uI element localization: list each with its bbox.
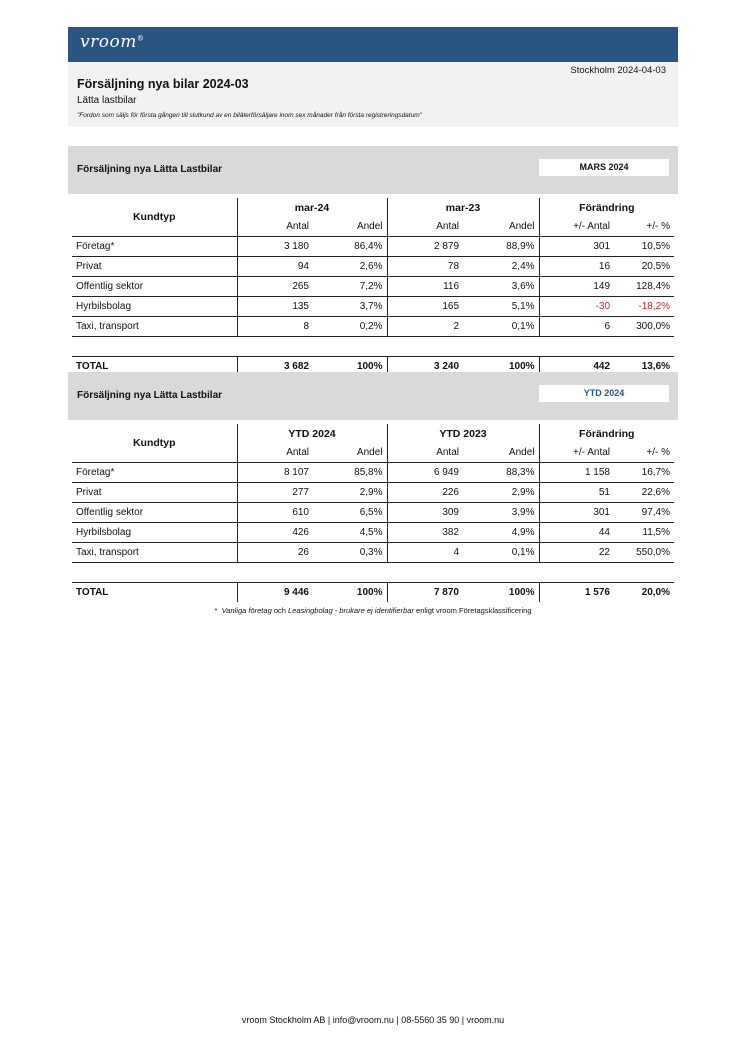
- kundtyp-cell: Offentlig sektor: [72, 277, 237, 297]
- period-label: MARS 2024: [539, 159, 669, 176]
- sub-andel: Andel: [463, 443, 539, 463]
- sub-antal: Antal: [387, 217, 463, 237]
- change-antal-cell: 149: [539, 277, 614, 297]
- change-pct-cell: 300,0%: [614, 317, 674, 337]
- previous-andel-cell: 4,9%: [463, 523, 539, 543]
- previous-antal-cell: 116: [387, 277, 463, 297]
- sub-change-pct: +/- %: [614, 443, 674, 463]
- change-pct-cell: 22,6%: [614, 483, 674, 503]
- sales-table-ytd: [72, 424, 674, 602]
- group-change-header: Förändring: [539, 198, 674, 217]
- current-antal-cell: 277: [237, 483, 313, 503]
- section-title: Försäljning nya Lätta Lastbilar: [77, 390, 223, 401]
- previous-antal-cell: 2: [387, 317, 463, 337]
- current-antal-cell: 610: [237, 503, 313, 523]
- current-andel-cell: 85,8%: [313, 463, 387, 483]
- kundtyp-cell: Taxi, transport: [72, 317, 237, 337]
- change-pct-cell: 16,7%: [614, 463, 674, 483]
- current-antal-cell: 94: [237, 257, 313, 277]
- sub-antal: Antal: [237, 217, 313, 237]
- change-antal-cell: 51: [539, 483, 614, 503]
- change-antal-cell: 22: [539, 543, 614, 563]
- current-andel-cell: 3,7%: [313, 297, 387, 317]
- kundtyp-cell: Taxi, transport: [72, 543, 237, 563]
- report-subtitle: Lätta lastbilar: [77, 95, 137, 106]
- current-antal-cell: 135: [237, 297, 313, 317]
- current-andel-cell: 6,5%: [313, 503, 387, 523]
- previous-antal-cell: 4: [387, 543, 463, 563]
- previous-andel-cell: 0,1%: [463, 543, 539, 563]
- report-header: [68, 62, 678, 127]
- change-pct-cell: 97,4%: [614, 503, 674, 523]
- group-current-header: YTD 2024: [237, 424, 387, 443]
- change-antal-cell: 301: [539, 237, 614, 257]
- table-row: [72, 257, 674, 277]
- total-current-antal: 9 446: [237, 583, 313, 603]
- previous-andel-cell: 3,6%: [463, 277, 539, 297]
- previous-andel-cell: 2,9%: [463, 483, 539, 503]
- group-previous-header: mar-23: [387, 198, 539, 217]
- previous-andel-cell: 88,9%: [463, 237, 539, 257]
- previous-antal-cell: 226: [387, 483, 463, 503]
- table-row: [72, 317, 674, 337]
- total-label: TOTAL: [72, 357, 237, 377]
- total-row: [72, 583, 674, 603]
- change-pct-cell: 10,5%: [614, 237, 674, 257]
- total-current-andel: 100%: [313, 357, 387, 377]
- sales-table-month: [72, 198, 674, 376]
- vroom-logo: vroom®: [80, 32, 145, 52]
- section-header-month: [68, 146, 678, 194]
- current-andel-cell: 4,5%: [313, 523, 387, 543]
- previous-andel-cell: 3,9%: [463, 503, 539, 523]
- total-label: TOTAL: [72, 583, 237, 603]
- page-footer: vroom Stockholm AB | info@vroom.nu | 08-5560 35 90 | vroom.nu: [241, 1015, 505, 1025]
- table-row: [72, 297, 674, 317]
- sub-change-antal: +/- Antal: [539, 217, 614, 237]
- current-andel-cell: 2,6%: [313, 257, 387, 277]
- previous-andel-cell: 2,4%: [463, 257, 539, 277]
- location-date: Stockholm 2024-04-03: [570, 65, 666, 76]
- current-andel-cell: 86,4%: [313, 237, 387, 257]
- total-previous-andel: 100%: [463, 357, 539, 377]
- previous-antal-cell: 78: [387, 257, 463, 277]
- current-andel-cell: 7,2%: [313, 277, 387, 297]
- sub-change-antal: +/- Antal: [539, 443, 614, 463]
- group-previous-header: YTD 2023: [387, 424, 539, 443]
- group-change-header: Förändring: [539, 424, 674, 443]
- kundtyp-cell: Företag*: [72, 237, 237, 257]
- section-header-ytd: [68, 372, 678, 420]
- table-row: [72, 503, 674, 523]
- total-previous-antal: 7 870: [387, 583, 463, 603]
- kundtyp-cell: Privat: [72, 257, 237, 277]
- previous-antal-cell: 382: [387, 523, 463, 543]
- brand-banner: [68, 27, 678, 62]
- table-row: [72, 543, 674, 563]
- table-row: [72, 463, 674, 483]
- total-previous-andel: 100%: [463, 583, 539, 603]
- change-antal-cell: 1 158: [539, 463, 614, 483]
- sub-antal: Antal: [237, 443, 313, 463]
- change-pct-cell: 20,5%: [614, 257, 674, 277]
- previous-andel-cell: 0,1%: [463, 317, 539, 337]
- previous-antal-cell: 309: [387, 503, 463, 523]
- table-row: [72, 523, 674, 543]
- kundtyp-cell: Hyrbilsbolag: [72, 297, 237, 317]
- table-row: [72, 483, 674, 503]
- previous-andel-cell: 88,3%: [463, 463, 539, 483]
- table-row: [72, 277, 674, 297]
- report-definition-note: "Fordon som säljs för första gången till slutkund av en biläterförsäljare inom sex månader från första registreringsdatum": [77, 112, 422, 119]
- total-change-antal: 1 576: [539, 583, 614, 603]
- total-current-antal: 3 682: [237, 357, 313, 377]
- total-change-antal: 442: [539, 357, 614, 377]
- change-pct-cell: 128,4%: [614, 277, 674, 297]
- current-andel-cell: 2,9%: [313, 483, 387, 503]
- current-antal-cell: 26: [237, 543, 313, 563]
- current-andel-cell: 0,2%: [313, 317, 387, 337]
- total-current-andel: 100%: [313, 583, 387, 603]
- change-antal-cell: 301: [539, 503, 614, 523]
- change-pct-cell: 550,0%: [614, 543, 674, 563]
- period-label: YTD 2024: [539, 385, 669, 402]
- kundtyp-cell: Hyrbilsbolag: [72, 523, 237, 543]
- change-antal-cell: -30: [539, 297, 614, 317]
- report-title: Försäljning nya bilar 2024-03: [77, 77, 249, 91]
- current-antal-cell: 3 180: [237, 237, 313, 257]
- group-current-header: mar-24: [237, 198, 387, 217]
- section-title: Försäljning nya Lätta Lastbilar: [77, 164, 223, 175]
- kundtyp-cell: Privat: [72, 483, 237, 503]
- total-change-pct: 13,6%: [614, 357, 674, 377]
- sub-change-pct: +/- %: [614, 217, 674, 237]
- sub-andel: Andel: [313, 217, 387, 237]
- table-row: [72, 237, 674, 257]
- previous-antal-cell: 2 879: [387, 237, 463, 257]
- previous-antal-cell: 6 949: [387, 463, 463, 483]
- kundtyp-header: Kundtyp: [72, 198, 237, 237]
- change-antal-cell: 6: [539, 317, 614, 337]
- current-antal-cell: 265: [237, 277, 313, 297]
- kundtyp-cell: Offentlig sektor: [72, 503, 237, 523]
- kundtyp-header: Kundtyp: [72, 424, 237, 463]
- total-change-pct: 20,0%: [614, 583, 674, 603]
- current-antal-cell: 8 107: [237, 463, 313, 483]
- sub-andel: Andel: [313, 443, 387, 463]
- previous-antal-cell: 165: [387, 297, 463, 317]
- previous-andel-cell: 5,1%: [463, 297, 539, 317]
- footnote: * Vanliga företag och Leasingbolag - brukare ej identifierbar enligt vroom Företagsklassificering: [214, 606, 532, 615]
- sub-andel: Andel: [463, 217, 539, 237]
- change-pct-cell: 11,5%: [614, 523, 674, 543]
- change-pct-cell: -18,2%: [614, 297, 674, 317]
- change-antal-cell: 44: [539, 523, 614, 543]
- sub-antal: Antal: [387, 443, 463, 463]
- change-antal-cell: 16: [539, 257, 614, 277]
- current-andel-cell: 0,3%: [313, 543, 387, 563]
- current-antal-cell: 426: [237, 523, 313, 543]
- total-previous-antal: 3 240: [387, 357, 463, 377]
- current-antal-cell: 8: [237, 317, 313, 337]
- kundtyp-cell: Företag*: [72, 463, 237, 483]
